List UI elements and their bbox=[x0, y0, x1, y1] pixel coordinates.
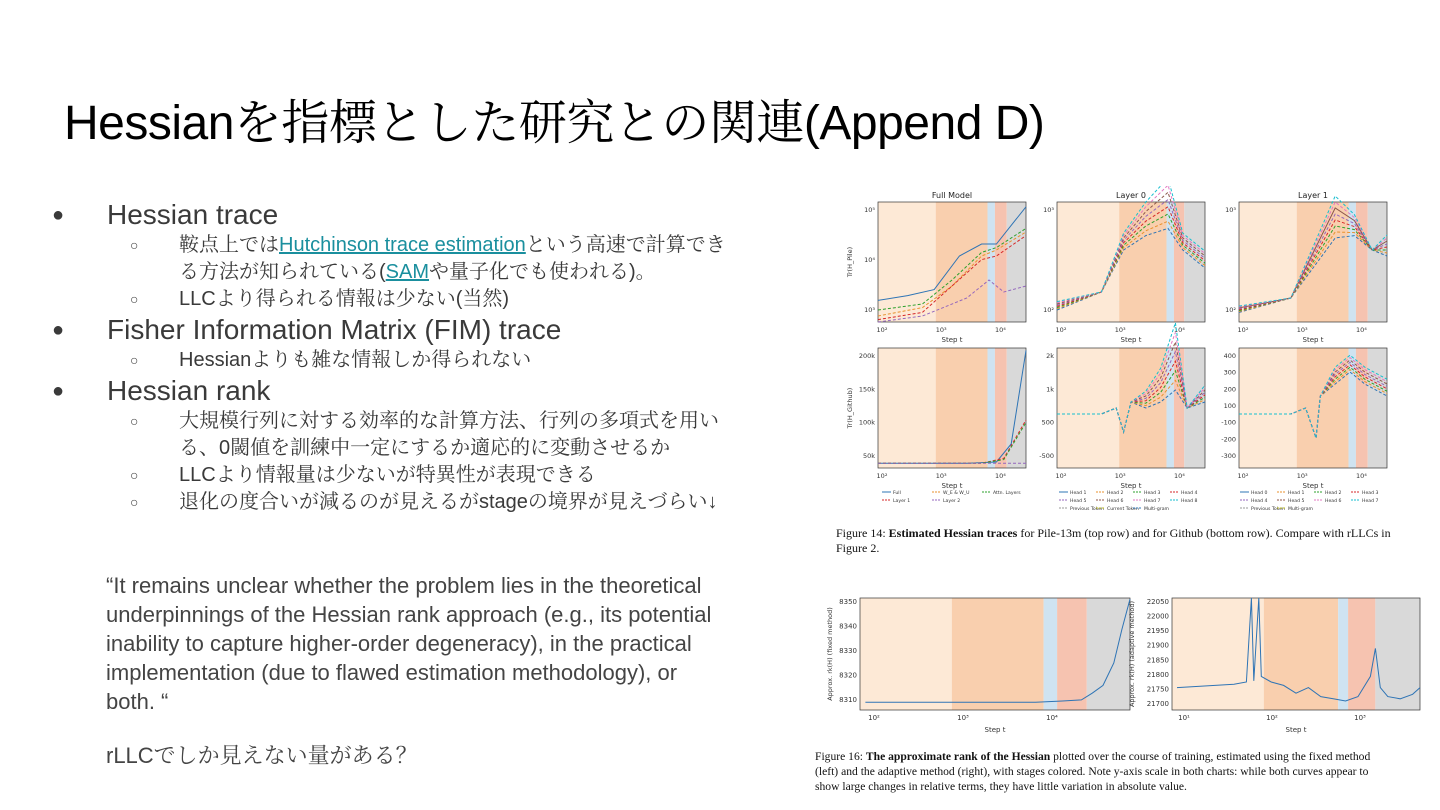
figure-16 bbox=[822, 592, 1434, 738]
figure-14-plots bbox=[830, 186, 1440, 522]
x-axis-label: Step t bbox=[1120, 482, 1142, 490]
x-tick-label: 10³ bbox=[1296, 472, 1308, 480]
quote-line: implementation (due to flawed estimation methodology), or bbox=[106, 660, 678, 685]
stage-band bbox=[1368, 348, 1387, 468]
stage-band bbox=[1184, 202, 1205, 322]
y-tick-label: -100 bbox=[1221, 418, 1236, 427]
sub-bullet-text: LLCより得られる情報は少ない(当然) bbox=[179, 288, 510, 310]
stage-band bbox=[1174, 348, 1184, 468]
sub-bullet-text: る、0閾値を訓練中一定にするか適応的に変動させるか bbox=[179, 437, 671, 459]
stage-band bbox=[988, 202, 995, 322]
x-tick-label: 10³ bbox=[1354, 714, 1366, 722]
quote-line: underpinnings of the Hessian rank approach (e.g., its potential bbox=[106, 602, 712, 627]
y-tick-label: 50k bbox=[862, 452, 875, 460]
stage-band bbox=[936, 202, 988, 322]
y-tick-label: 10⁴ bbox=[864, 256, 875, 264]
legend-label: Head 0 bbox=[1251, 491, 1268, 496]
y-tick-label: 10² bbox=[1043, 306, 1054, 314]
stage-band bbox=[1057, 348, 1119, 468]
y-tick-label: 500 bbox=[1041, 418, 1054, 427]
sub-bullet-text: という高速で計算でき bbox=[525, 234, 726, 256]
x-tick-label: 10⁴ bbox=[1046, 714, 1058, 722]
x-tick-label: 10⁴ bbox=[994, 472, 1006, 480]
y-tick-label: 100k bbox=[858, 418, 875, 427]
column-title: Full Model bbox=[931, 191, 973, 200]
sub-bullet-text: 退化の度合いが減るのが見えるがstageの境界が見えづらい↓ bbox=[179, 491, 718, 513]
legend-label: Head 3 bbox=[1144, 491, 1161, 496]
y-tick-label: 8310 bbox=[839, 696, 857, 704]
stage-band bbox=[1338, 598, 1348, 710]
legend-label: Full bbox=[893, 491, 901, 496]
quote-block bbox=[106, 571, 796, 716]
sub-bullet-text: る方法が知られている( bbox=[179, 261, 386, 283]
legend-label: Head 7 bbox=[1362, 499, 1379, 504]
y-tick-label: 21950 bbox=[1146, 627, 1169, 636]
stage-band bbox=[1264, 598, 1338, 710]
y-axis-label: Tr(H_Github) bbox=[846, 387, 854, 429]
stage-band bbox=[1349, 202, 1356, 322]
figure-14-caption: Figure 14: Estimated Hessian traces for Pile-13m (top row) and for Github (bottom row). Compare with rLLCs in Figure 2. bbox=[836, 526, 1391, 555]
legend-label: Head 4 bbox=[1181, 491, 1198, 496]
y-tick-label: 22000 bbox=[1146, 612, 1169, 621]
sub-bullet-circle: ○ bbox=[130, 291, 139, 307]
y-tick-label: 400 bbox=[1223, 352, 1236, 360]
legend-label: Attn. Layers bbox=[993, 491, 1021, 496]
stage-band bbox=[1044, 598, 1058, 710]
x-tick-label: 10⁴ bbox=[1173, 326, 1185, 334]
x-tick-label: 10⁴ bbox=[1355, 472, 1367, 480]
stage-band bbox=[1057, 598, 1087, 710]
legend-label: W_E & W_U bbox=[943, 491, 970, 496]
legend-label: Head 1 bbox=[1288, 491, 1305, 496]
legend-label: Head 7 bbox=[1144, 499, 1161, 504]
slide-title: Hessianを指標とした研究との関連(Append D) bbox=[64, 97, 1045, 150]
sub-bullet-item bbox=[52, 435, 812, 462]
x-axis-label: Step t bbox=[1120, 336, 1142, 344]
legend-label: Previous Token bbox=[1251, 507, 1285, 512]
sub-bullet-item bbox=[52, 462, 812, 489]
bullet-item bbox=[52, 198, 812, 232]
y-tick-label: 21850 bbox=[1146, 656, 1169, 665]
legend-label: Head 4 bbox=[1251, 499, 1268, 504]
figure-16-caption: Figure 16: The approximate rank of the Hessian plotted over the course of training, estimated using the fixed method (left) and the adaptive method (right), with stages colored. Note y-axis scale in both charts: while both curves appear to show large changes in relative terms, they have little variation in absolute value. bbox=[815, 750, 1371, 793]
y-tick-label: 200k bbox=[858, 352, 875, 360]
y-tick-label: 150k bbox=[858, 385, 875, 394]
reference-link[interactable]: SAM bbox=[385, 261, 430, 283]
figure-16-plots bbox=[822, 592, 1434, 738]
stage-band bbox=[1167, 202, 1174, 322]
stage-band bbox=[1368, 202, 1387, 322]
y-axis-label: Approx. rk(H) (fixed method) bbox=[826, 607, 834, 701]
legend-label: Current Token bbox=[1107, 507, 1139, 512]
x-tick-label: 10² bbox=[1237, 472, 1249, 480]
sub-bullet-text: や量子化でも使われる)。 bbox=[429, 261, 656, 283]
x-axis-label: Step t bbox=[941, 336, 963, 344]
x-tick-label: 10⁴ bbox=[1355, 326, 1367, 334]
bullet-dot: ● bbox=[52, 380, 65, 402]
sub-bullet-circle: ○ bbox=[130, 413, 139, 429]
sub-bullet-item bbox=[52, 489, 812, 516]
y-tick-label: 10³ bbox=[1043, 206, 1054, 214]
y-tick-label: 200 bbox=[1223, 385, 1236, 394]
y-tick-label: 8330 bbox=[839, 647, 857, 655]
legend-label: Multi-gram bbox=[1288, 507, 1313, 512]
x-axis-label: Step t bbox=[941, 482, 963, 490]
x-tick-label: 10³ bbox=[1114, 472, 1126, 480]
stage-band bbox=[936, 348, 988, 468]
x-axis-label: Step t bbox=[984, 726, 1006, 734]
y-tick-label: 21700 bbox=[1146, 700, 1169, 708]
x-tick-label: 10³ bbox=[957, 714, 969, 722]
legend-label: Head 2 bbox=[1325, 491, 1342, 496]
y-tick-label: -500 bbox=[1039, 452, 1054, 460]
legend-label: Head 8 bbox=[1181, 499, 1198, 504]
legend-label: Head 6 bbox=[1107, 499, 1124, 504]
bullet-text: Hessian rank bbox=[107, 375, 271, 406]
x-tick-label: 10² bbox=[868, 714, 880, 722]
stage-band bbox=[1356, 348, 1368, 468]
stage-band bbox=[1119, 348, 1166, 468]
y-tick-label: -300 bbox=[1221, 452, 1236, 460]
stage-band bbox=[1239, 348, 1297, 468]
x-tick-label: 10² bbox=[1055, 326, 1067, 334]
bullet-list bbox=[52, 198, 812, 516]
legend-label: Layer 2 bbox=[943, 499, 961, 504]
bullet-item bbox=[52, 374, 812, 408]
sub-bullet-text: 鞍点上では bbox=[179, 234, 279, 256]
x-tick-label: 10² bbox=[1055, 472, 1067, 480]
y-tick-label: 1k bbox=[1046, 385, 1054, 394]
sub-bullet-circle: ○ bbox=[130, 494, 139, 510]
sub-bullet-item bbox=[52, 286, 812, 313]
x-tick-label: 10² bbox=[1266, 714, 1278, 722]
y-tick-label: 2k bbox=[1046, 352, 1054, 360]
legend-label: Layer 1 bbox=[893, 499, 911, 504]
x-axis-label: Step t bbox=[1302, 482, 1324, 490]
y-tick-label: 8320 bbox=[839, 671, 857, 680]
stage-band bbox=[1356, 202, 1368, 322]
y-tick-label: 10³ bbox=[1225, 206, 1236, 214]
figure-14 bbox=[830, 186, 1440, 522]
x-tick-label: 10³ bbox=[1114, 326, 1126, 334]
y-tick-label: 8340 bbox=[839, 622, 857, 631]
quote-line: “It remains unclear whether the problem lies in the theoretical bbox=[106, 573, 702, 598]
stage-band bbox=[1007, 202, 1026, 322]
legend-label: Head 5 bbox=[1070, 499, 1087, 504]
stage-band bbox=[988, 348, 995, 468]
y-tick-label: 21900 bbox=[1146, 641, 1169, 650]
y-tick-label: 22050 bbox=[1146, 598, 1169, 606]
stage-band bbox=[995, 202, 1007, 322]
y-tick-label: 100 bbox=[1223, 402, 1236, 410]
y-tick-label: 10⁵ bbox=[864, 206, 875, 214]
x-tick-label: 10² bbox=[876, 472, 888, 480]
sub-bullet-item bbox=[52, 408, 812, 435]
sub-bullet-circle: ○ bbox=[130, 237, 139, 253]
quote-line: both. “ bbox=[106, 689, 169, 714]
sub-bullet-text: 大規模行列に対する効率的な計算方法、行列の多項式を用い bbox=[179, 410, 719, 432]
sub-bullet-circle: ○ bbox=[130, 352, 139, 368]
y-tick-label: 10² bbox=[1225, 306, 1236, 314]
y-tick-label: 21750 bbox=[1146, 685, 1169, 694]
bullet-text: Hessian trace bbox=[107, 199, 279, 230]
x-tick-label: 10⁴ bbox=[994, 326, 1006, 334]
legend-label: Multi-gram bbox=[1144, 507, 1169, 512]
stage-band bbox=[995, 348, 1007, 468]
sub-bullet-item bbox=[52, 232, 812, 259]
x-tick-label: 10⁴ bbox=[1173, 472, 1185, 480]
x-tick-label: 10¹ bbox=[1178, 714, 1190, 722]
stage-band bbox=[860, 598, 952, 710]
x-axis-label: Step t bbox=[1302, 336, 1324, 344]
x-tick-label: 10³ bbox=[1296, 326, 1308, 334]
quote-line: inability to capture higher-order degeneracy), in the practical bbox=[106, 631, 692, 656]
legend-label: Head 5 bbox=[1288, 499, 1305, 504]
y-tick-label: 300 bbox=[1223, 368, 1236, 377]
stage-band bbox=[878, 348, 936, 468]
y-tick-label: 8350 bbox=[839, 598, 857, 606]
stage-band bbox=[1087, 598, 1130, 710]
sub-bullet-text: Hessianよりも雑な情報しか得られない bbox=[179, 349, 532, 371]
y-tick-label: 21800 bbox=[1146, 670, 1169, 679]
y-axis-label: Approx. rk(H) (adaptive method) bbox=[1128, 600, 1136, 708]
question-text: rLLCでしか見えない量がある？ bbox=[106, 743, 418, 768]
sub-bullet-text: LLCより情報量は少ないが特異性が表現できる bbox=[179, 464, 596, 486]
sub-bullet-item bbox=[52, 347, 812, 374]
stage-band bbox=[1297, 202, 1349, 322]
reference-link[interactable]: Hutchinson trace estimation bbox=[279, 234, 526, 256]
stage-band bbox=[1057, 202, 1119, 322]
bullet-dot: ● bbox=[52, 204, 65, 226]
sub-bullet-circle: ○ bbox=[130, 467, 139, 483]
legend-label: Previous Token bbox=[1070, 507, 1104, 512]
y-axis-label: Tr(H_Pile) bbox=[846, 246, 854, 278]
column-title: Layer 1 bbox=[1298, 191, 1328, 200]
x-tick-label: 10³ bbox=[935, 472, 947, 480]
legend-label: Head 1 bbox=[1070, 491, 1087, 496]
column-title: Layer 0 bbox=[1116, 191, 1146, 200]
x-tick-label: 10² bbox=[876, 326, 888, 334]
x-tick-label: 10³ bbox=[935, 326, 947, 334]
legend-label: Head 3 bbox=[1362, 491, 1379, 496]
sub-bullet-item bbox=[52, 259, 812, 286]
x-axis-label: Step t bbox=[1285, 726, 1307, 734]
legend-label: Head 6 bbox=[1325, 499, 1342, 504]
bullet-dot: ● bbox=[52, 319, 65, 341]
y-tick-label: 10³ bbox=[864, 306, 875, 314]
y-tick-label: -200 bbox=[1221, 435, 1236, 444]
bullet-item bbox=[52, 313, 812, 347]
stage-band bbox=[1348, 598, 1375, 710]
legend-label: Head 2 bbox=[1107, 491, 1124, 496]
stage-band bbox=[952, 598, 1044, 710]
x-tick-label: 10² bbox=[1237, 326, 1249, 334]
bullet-text: Fisher Information Matrix (FIM) trace bbox=[107, 314, 562, 345]
